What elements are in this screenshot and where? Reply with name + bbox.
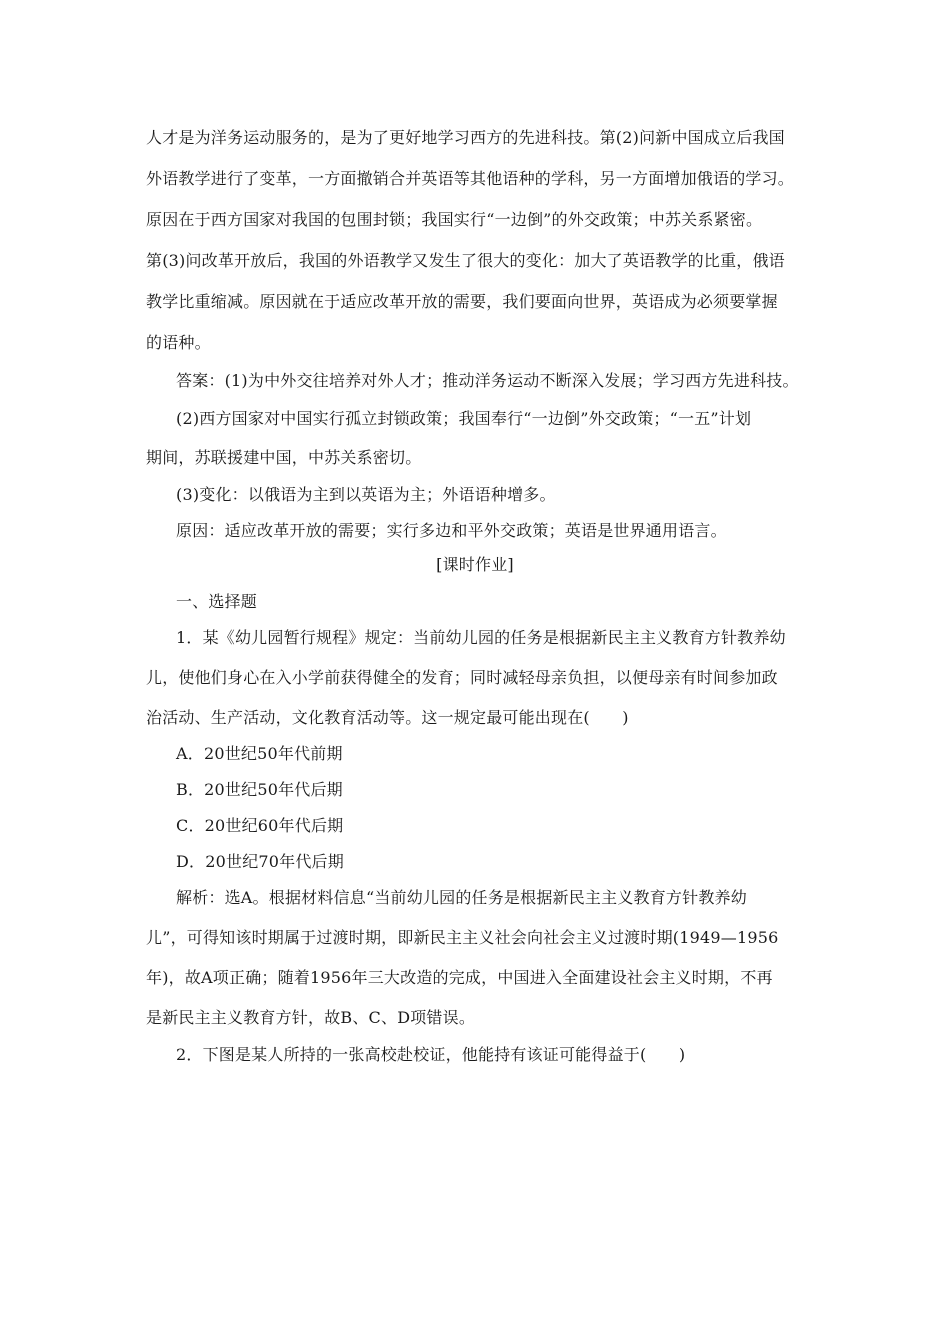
answer-line-3: 期间，苏联援建中国，中苏关系密切。 [146,448,422,467]
part-heading: 一、选择题 [176,592,258,611]
question1-stem-line-3: 治活动、生产活动，文化教育活动等。这一规定最可能出现在( ) [146,708,629,727]
analysis-line-3: 原因在于西方国家对我国的包围封锁；我国实行“一边倒”的外交政策；中苏关系紧密。 [146,210,763,229]
question1-analysis-line-4: 是新民主主义教育方针，故B、C、D项错误。 [146,1008,476,1027]
question1-analysis-line-1: 解析：选A。根据材料信息“当前幼儿园的任务是根据新民主主义教育方针教养幼 [176,888,747,907]
analysis-line-4: 第(3)问改革开放后，我国的外语教学又发生了很大的变化：加大了英语教学的比重，俄语 [146,251,785,270]
question1-analysis-line-3: 年)，故A项正确；随着1956年三大改造的完成，中国进入全面建设社会主义时期，不再 [146,968,773,987]
section-title: [课时作业] [436,555,514,574]
answer-line-5: 原因：适应改革开放的需要；实行多边和平外交政策；英语是世界通用语言。 [176,521,727,540]
question1-stem-line-1: 1．某《幼儿园暂行规程》规定：当前幼儿园的任务是根据新民主主义教育方针教养幼 [176,628,786,647]
analysis-line-1: 人才是为洋务运动服务的，是为了更好地学习西方的先进科技。第(2)问新中国成立后我国 [146,128,785,147]
analysis-line-6: 的语种。 [146,333,211,352]
analysis-line-5: 教学比重缩减。原因就在于适应改革开放的需要，我们要面向世界，英语成为必须要掌握 [146,292,778,311]
question1-option-a: A．20世纪50年代前期 [176,744,343,763]
question1-option-c: C．20世纪60年代后期 [176,816,344,835]
answer-line-1: 答案：(1)为中外交往培养对外人才；推动洋务运动不断深入发展；学习西方先进科技。 [176,371,799,390]
analysis-line-2: 外语教学进行了变革，一方面撤销合并英语等其他语种的学科，另一方面增加俄语的学习。 [146,169,795,188]
answer-line-4: (3)变化：以俄语为主到以英语为主；外语语种增多。 [176,485,556,504]
question1-option-b: B．20世纪50年代后期 [176,780,343,799]
question1-analysis-line-2: 儿”，可得知该时期属于过渡时期，即新民主主义社会向社会主义过渡时期(1949—1956 [146,928,779,947]
question1-stem-line-2: 儿，使他们身心在入小学前获得健全的发育；同时减轻母亲负担，以便母亲有时间参加政 [146,668,778,687]
question2-stem-line-1: 2．下图是某人所持的一张高校赴校证，他能持有该证可能得益于( ) [176,1045,686,1064]
answer-line-2: (2)西方国家对中国实行孤立封锁政策；我国奉行“一边倒”外交政策；“一五”计划 [176,409,752,428]
question1-option-d: D．20世纪70年代后期 [176,852,344,871]
